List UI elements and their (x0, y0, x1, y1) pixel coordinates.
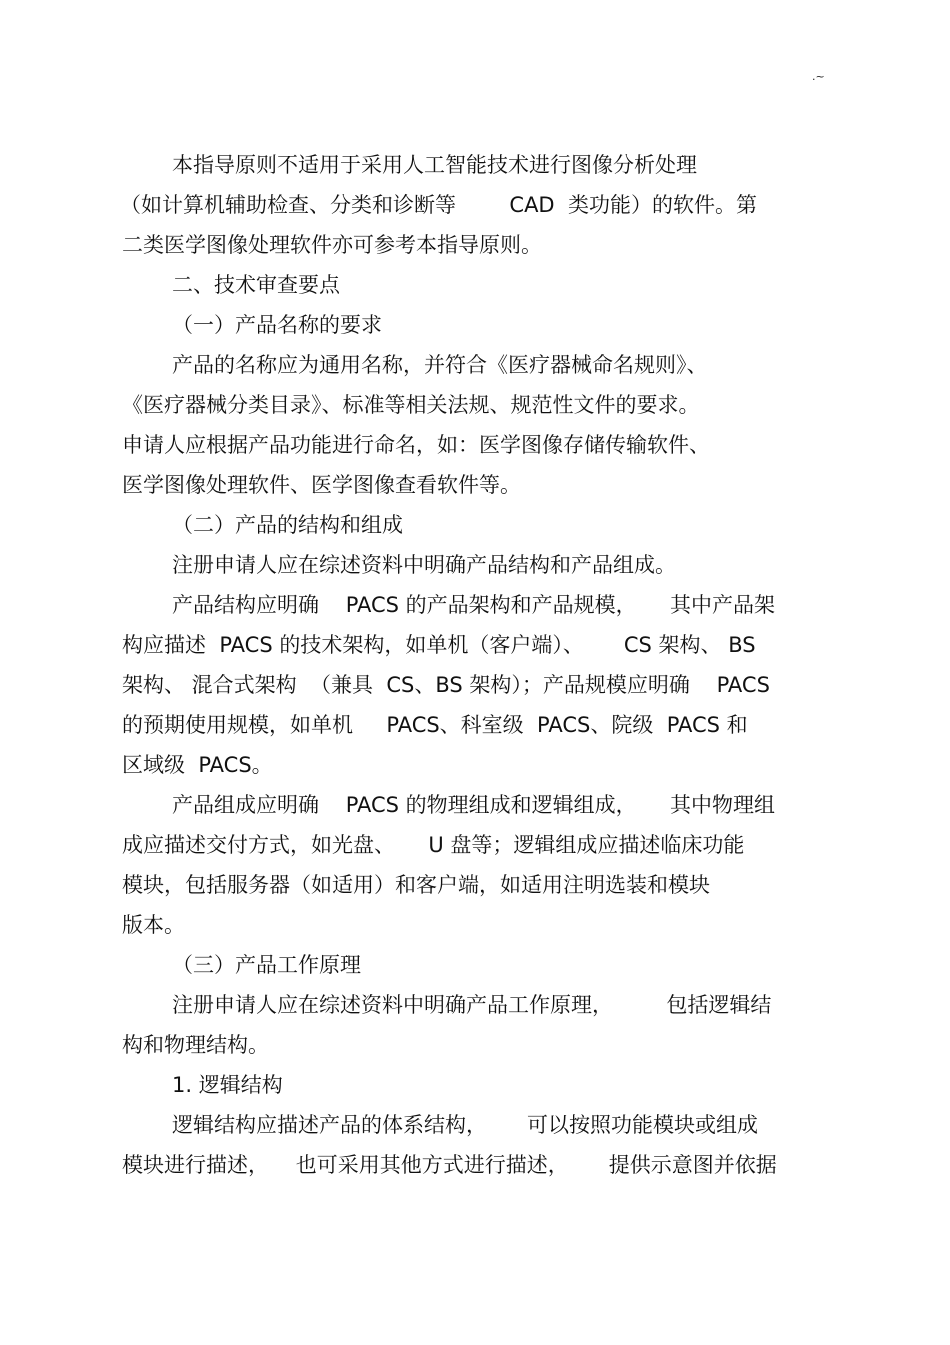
subsection-heading: （三）产品工作原理 (172, 953, 361, 977)
text-line: 产品的名称应为通用名称，并符合《医疗器械命名规则》、 (172, 353, 708, 377)
text-line: 申请人应根据产品功能进行命名，如：医学图像存储传输软件、 (122, 433, 710, 457)
text-line: 二类医学图像处理软件亦可参考本指导原则。 (122, 233, 542, 257)
text-line: 产品组成应明确 PACS 的物理组成和逻辑组成， 其中物理组 (172, 793, 776, 817)
text-line: 模块，包括服务器（如适用）和客户端，如适用注明选装和模块 (122, 873, 710, 897)
text-line: 产品结构应明确 PACS 的产品架构和产品规模， 其中产品架 (172, 593, 776, 617)
text-line: 构和物理结构。 (122, 1033, 269, 1057)
text-line: 本指导原则不适用于采用人工智能技术进行图像分析处理 (172, 153, 697, 177)
text-line: 逻辑结构应描述产品的体系结构， 可以按照功能模块或组成 (172, 1113, 759, 1137)
subsection-heading: （一）产品名称的要求 (172, 313, 382, 337)
text-line: 《医疗器械分类目录》、标准等相关法规、规范性文件的要求。 (122, 393, 700, 417)
text-line: （如计算机辅助检查、分类和诊断等 CAD 类功能）的软件。第 (120, 193, 757, 217)
text-line: 版本。 (122, 913, 185, 937)
text-line: 成应描述交付方式，如光盘、 U 盘等；逻辑组成应描述临床功能 (122, 833, 745, 857)
text-line: 架构、 混合式架构 （兼具 CS、BS 架构）；产品规模应明确 PACS (122, 673, 770, 697)
text-line: 注册申请人应在综述资料中明确产品结构和产品组成。 (172, 553, 676, 577)
section-heading: 二、技术审查要点 (172, 273, 340, 297)
text-line: 模块进行描述， 也可采用其他方式进行描述， 提供示意图并依据 (122, 1153, 777, 1177)
numbered-heading: 1. 逻辑结构 (172, 1073, 283, 1097)
text-line: 医学图像处理软件、医学图像查看软件等。 (122, 473, 521, 497)
corner-mark: .~ (812, 70, 825, 83)
text-line: 注册申请人应在综述资料中明确产品工作原理， 包括逻辑结 (172, 993, 772, 1017)
subsection-heading: （二）产品的结构和组成 (172, 513, 403, 537)
text-line: 的预期使用规模，如单机 PACS、科室级 PACS、院级 PACS 和 (122, 713, 748, 737)
text-line: 区域级 PACS。 (122, 753, 273, 777)
text-line: 构应描述 PACS 的技术架构，如单机（客户端）、 CS 架构、 BS (122, 633, 756, 657)
